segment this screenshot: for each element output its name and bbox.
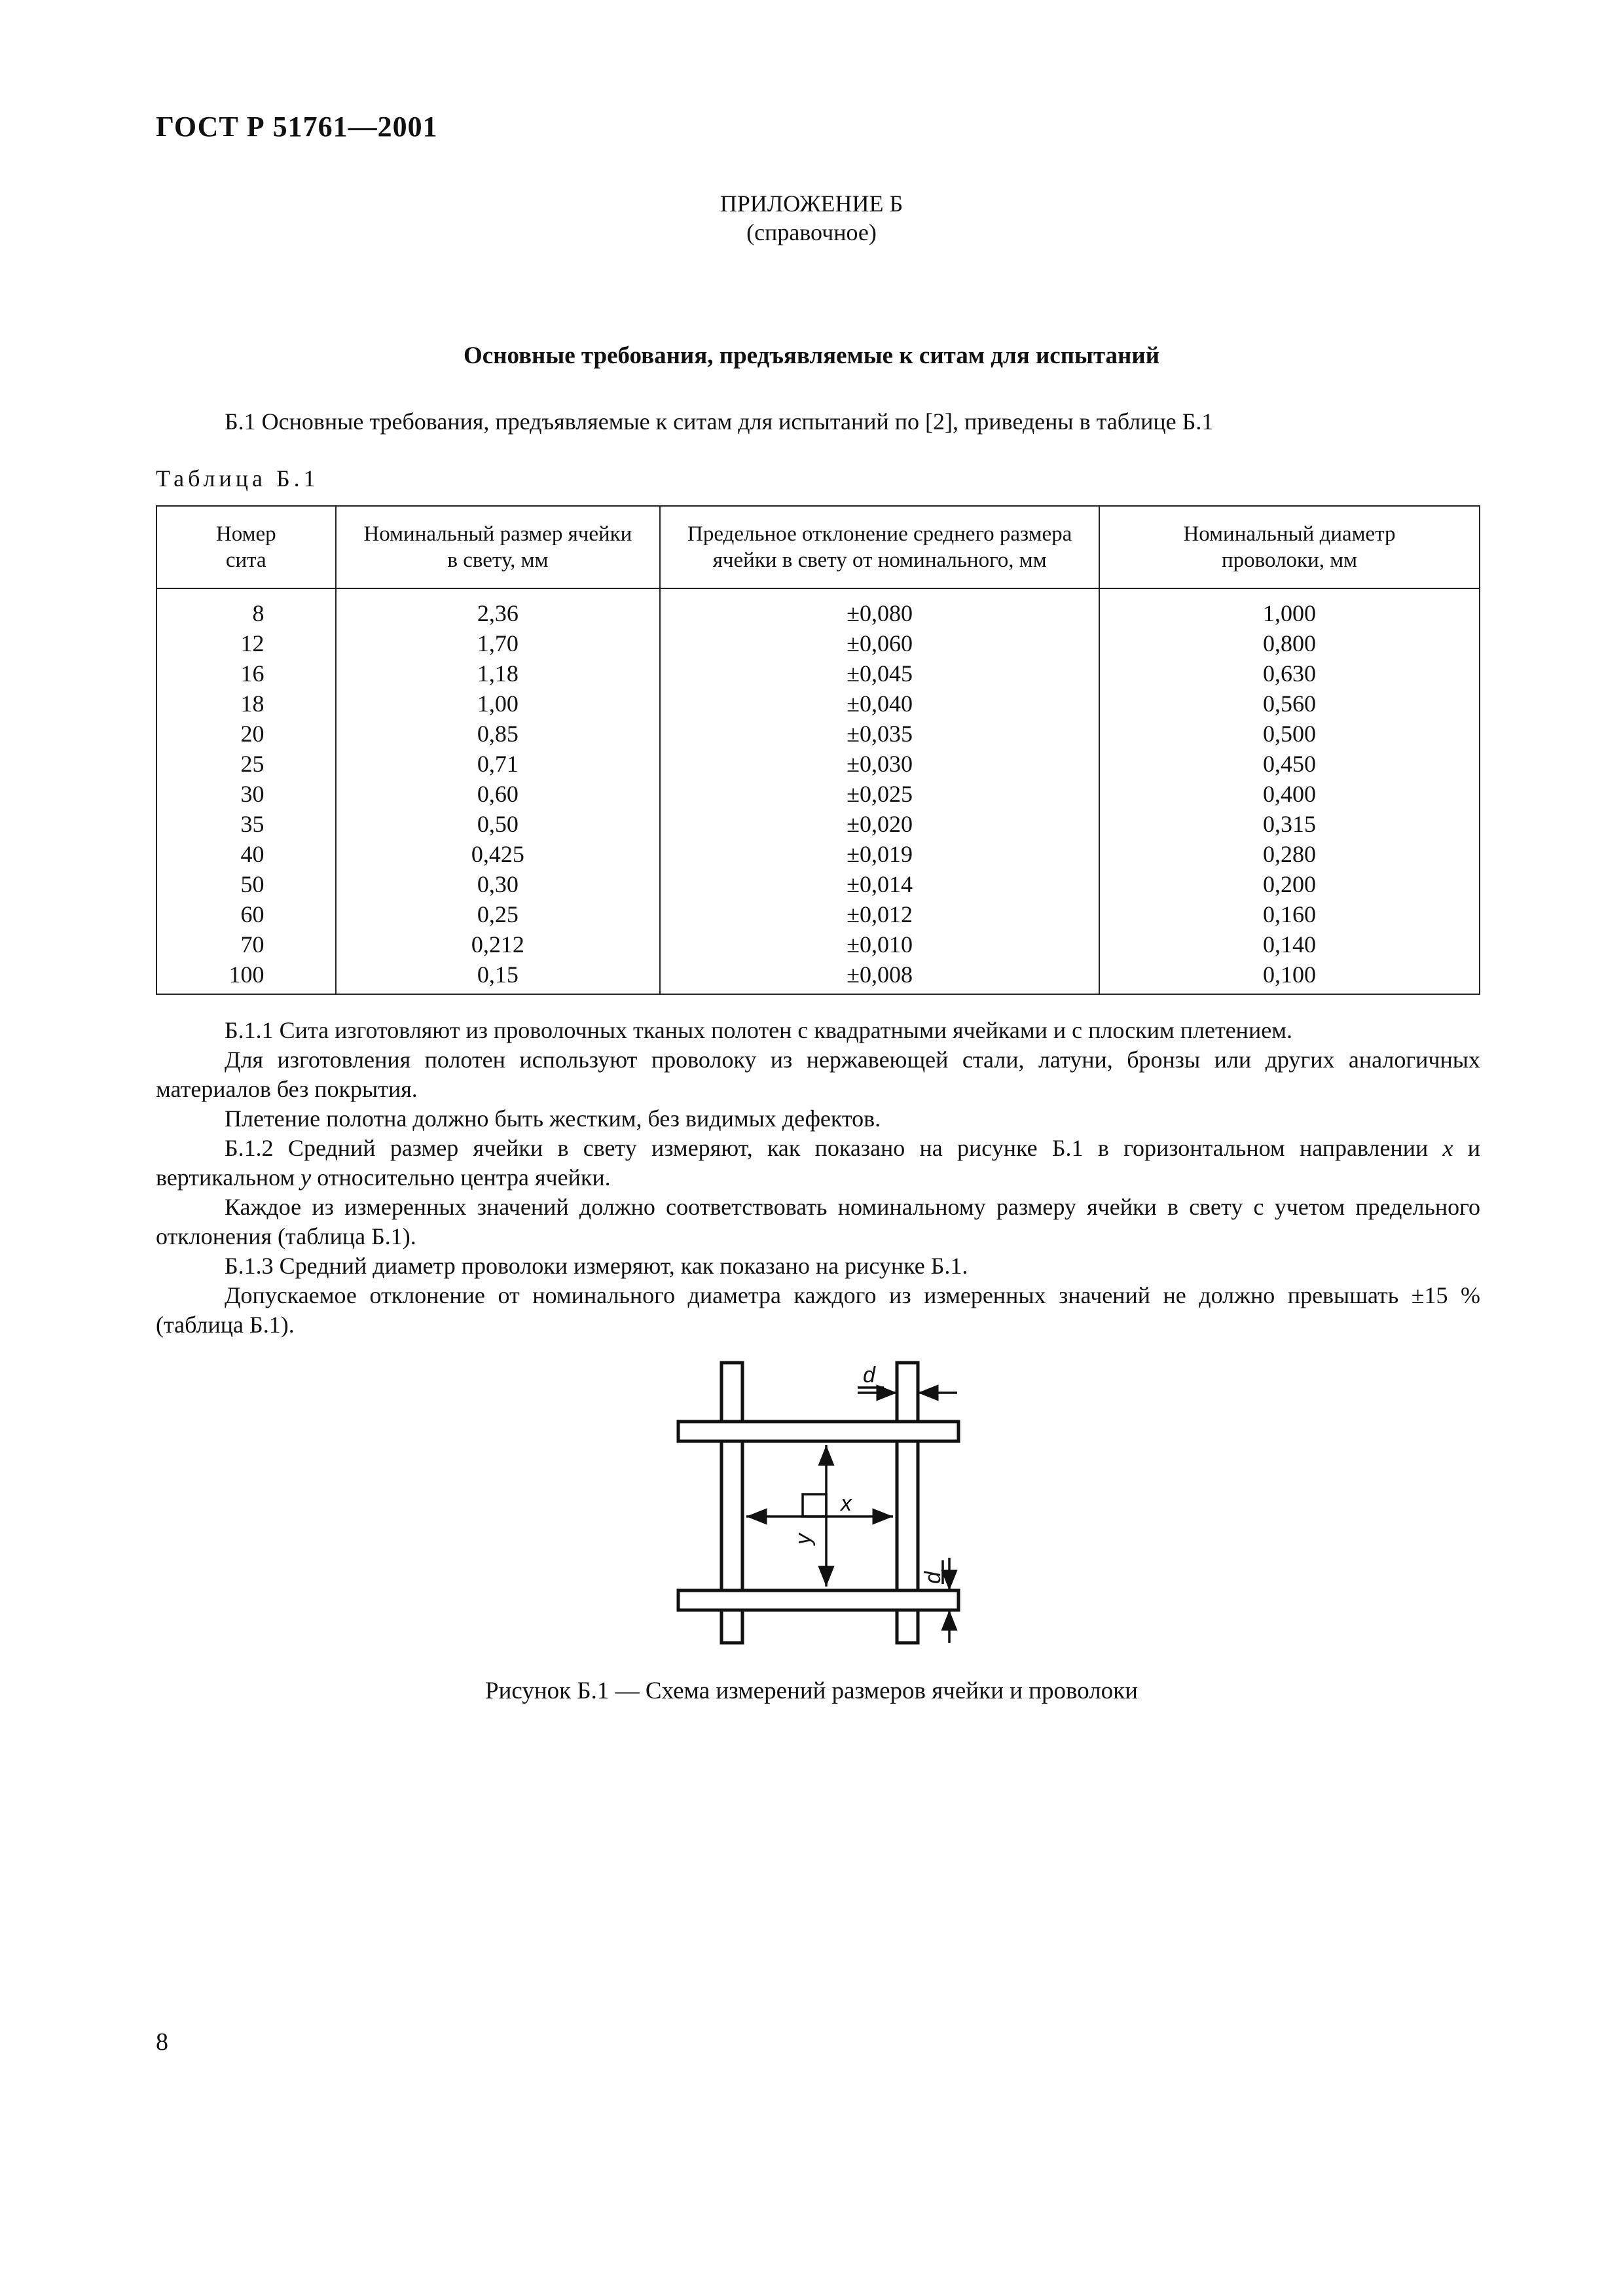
cell-wire-diameter: 0,160 xyxy=(1099,899,1480,929)
header-line: ячейки в свету от номинального, мм xyxy=(712,548,1047,572)
label-y: y xyxy=(791,1534,816,1545)
cell-wire-diameter: 0,100 xyxy=(1099,960,1480,994)
label-d-right: d xyxy=(921,1571,945,1584)
cell-wire-diameter: 0,560 xyxy=(1099,689,1480,719)
cell-wire-diameter: 0,280 xyxy=(1099,839,1480,869)
header-line: Номер xyxy=(215,522,276,546)
header-line: Номинальный размер ячейки xyxy=(363,522,632,546)
cell-deviation: ±0,080 xyxy=(660,588,1099,628)
label-d-top: d xyxy=(863,1363,875,1388)
cell-sieve-number: 18 xyxy=(156,689,336,719)
cell-wire-diameter: 0,315 xyxy=(1099,809,1480,839)
header-line: Номинальный диаметр xyxy=(1183,522,1396,546)
cell-sieve-number: 12 xyxy=(156,628,336,658)
cell-deviation: ±0,030 xyxy=(660,749,1099,779)
cell-wire-diameter: 0,800 xyxy=(1099,628,1480,658)
page-number: 8 xyxy=(156,2028,168,2056)
cell-deviation: ±0,035 xyxy=(660,719,1099,749)
cell-aperture: 0,50 xyxy=(336,809,661,839)
label-x: x xyxy=(841,1491,852,1516)
figure-caption: Рисунок Б.1 — Схема измерений размеров ячейки и проволоки xyxy=(485,1677,1138,1704)
paragraph-b-1-1: Б.1.1 Сита изготовляют из проволочных тканых полотен с квадратными ячейками и с плоским плетением. xyxy=(225,1017,1292,1043)
cell-wire-diameter: 0,500 xyxy=(1099,719,1480,749)
cell-aperture: 0,85 xyxy=(336,719,661,749)
header-line: в свету, мм xyxy=(447,548,549,572)
cell-aperture: 1,00 xyxy=(336,689,661,719)
cell-sieve-number: 40 xyxy=(156,839,336,869)
section-title: Основные требования, предъявляемые к ситам для испытаний xyxy=(463,342,1160,369)
cell-deviation: ±0,008 xyxy=(660,960,1099,994)
cell-aperture: 1,70 xyxy=(336,628,661,658)
intro-paragraph: Б.1 Основные требования, предъявляемые к ситам для испытаний по [2], приведены в таблице Б.1 xyxy=(225,408,1214,435)
cell-wire-diameter: 1,000 xyxy=(1099,588,1480,628)
variable-y: y xyxy=(301,1164,312,1191)
cell-sieve-number: 8 xyxy=(156,588,336,628)
header-line: сита xyxy=(225,548,266,572)
cell-sieve-number: 100 xyxy=(156,960,336,994)
cell-deviation: ±0,040 xyxy=(660,689,1099,719)
cell-aperture: 0,71 xyxy=(336,749,661,779)
cell-aperture: 2,36 xyxy=(336,588,661,628)
cell-deviation: ±0,014 xyxy=(660,869,1099,899)
vertical-wire-right-mid xyxy=(897,1441,918,1590)
paragraph-tolerance: Допускаемое отклонение от номинального диаметра каждого из измеренных значений не должно превышать ±15 % (таблица Б.1). xyxy=(156,1282,1480,1338)
appendix-subtitle: (справочное) xyxy=(746,219,877,245)
vertical-wire-left-mid xyxy=(721,1441,742,1590)
paragraph-b-1-3: Б.1.3 Средний диаметр проволоки измеряют, как показано на рисунке Б.1. xyxy=(225,1253,968,1279)
cell-wire-diameter: 0,200 xyxy=(1099,869,1480,899)
cell-deviation: ±0,060 xyxy=(660,628,1099,658)
paragraph-measured-values: Каждое из измеренных значений должно соответствовать номинальному размеру ячейки в свету с учетом предельного отклонения (таблица Б.1). xyxy=(156,1194,1480,1249)
cell-wire-diameter: 0,140 xyxy=(1099,929,1480,960)
cell-deviation: ±0,019 xyxy=(660,839,1099,869)
cell-deviation: ±0,010 xyxy=(660,929,1099,960)
cell-deviation: ±0,045 xyxy=(660,658,1099,689)
cell-sieve-number: 20 xyxy=(156,719,336,749)
cell-deviation: ±0,020 xyxy=(660,809,1099,839)
text-fragment: относительно центра ячейки. xyxy=(311,1164,611,1191)
cell-sieve-number: 35 xyxy=(156,809,336,839)
header-line: Предельное отклонение среднего размера xyxy=(687,522,1072,546)
cell-aperture: 0,25 xyxy=(336,899,661,929)
cell-deviation: ±0,012 xyxy=(660,899,1099,929)
cell-aperture: 0,425 xyxy=(336,839,661,869)
cell-aperture: 1,18 xyxy=(336,658,661,689)
cell-wire-diameter: 0,450 xyxy=(1099,749,1480,779)
cell-sieve-number: 30 xyxy=(156,779,336,809)
paragraph-materials: Для изготовления полотен используют проволоку из нержавеющей стали, латуни, бронзы или других аналогичных материалов без покрытия. xyxy=(156,1047,1480,1102)
cell-sieve-number: 50 xyxy=(156,869,336,899)
cell-aperture: 0,60 xyxy=(336,779,661,809)
cell-aperture: 0,15 xyxy=(336,960,661,994)
center-marker xyxy=(803,1494,826,1516)
header-line: проволоки, мм xyxy=(1221,548,1357,572)
horizontal-wire-top xyxy=(678,1422,958,1441)
table-caption: Таблица Б.1 xyxy=(156,465,319,492)
paragraph-weave: Плетение полотна должно быть жестким, без видимых дефектов. xyxy=(225,1105,881,1132)
cell-aperture: 0,212 xyxy=(336,929,661,960)
cell-sieve-number: 16 xyxy=(156,658,336,689)
cell-wire-diameter: 0,630 xyxy=(1099,658,1480,689)
text-fragment: Б.1.2 Средний размер ячейки в свету измеряют, как показано на рисунке Б.1 в горизонтальном направлении xyxy=(225,1135,1443,1161)
document-code: ГОСТ Р 51761—2001 xyxy=(156,111,438,143)
cell-aperture: 0,30 xyxy=(336,869,661,899)
cell-sieve-number: 25 xyxy=(156,749,336,779)
horizontal-wire-bottom xyxy=(678,1590,958,1610)
variable-x: x xyxy=(1442,1135,1453,1161)
appendix-title: ПРИЛОЖЕНИЕ Б xyxy=(720,190,903,217)
cell-wire-diameter: 0,400 xyxy=(1099,779,1480,809)
cell-sieve-number: 70 xyxy=(156,929,336,960)
text-fragment: и вертикальном xyxy=(156,1135,1480,1191)
cell-deviation: ±0,025 xyxy=(660,779,1099,809)
cell-sieve-number: 60 xyxy=(156,899,336,929)
